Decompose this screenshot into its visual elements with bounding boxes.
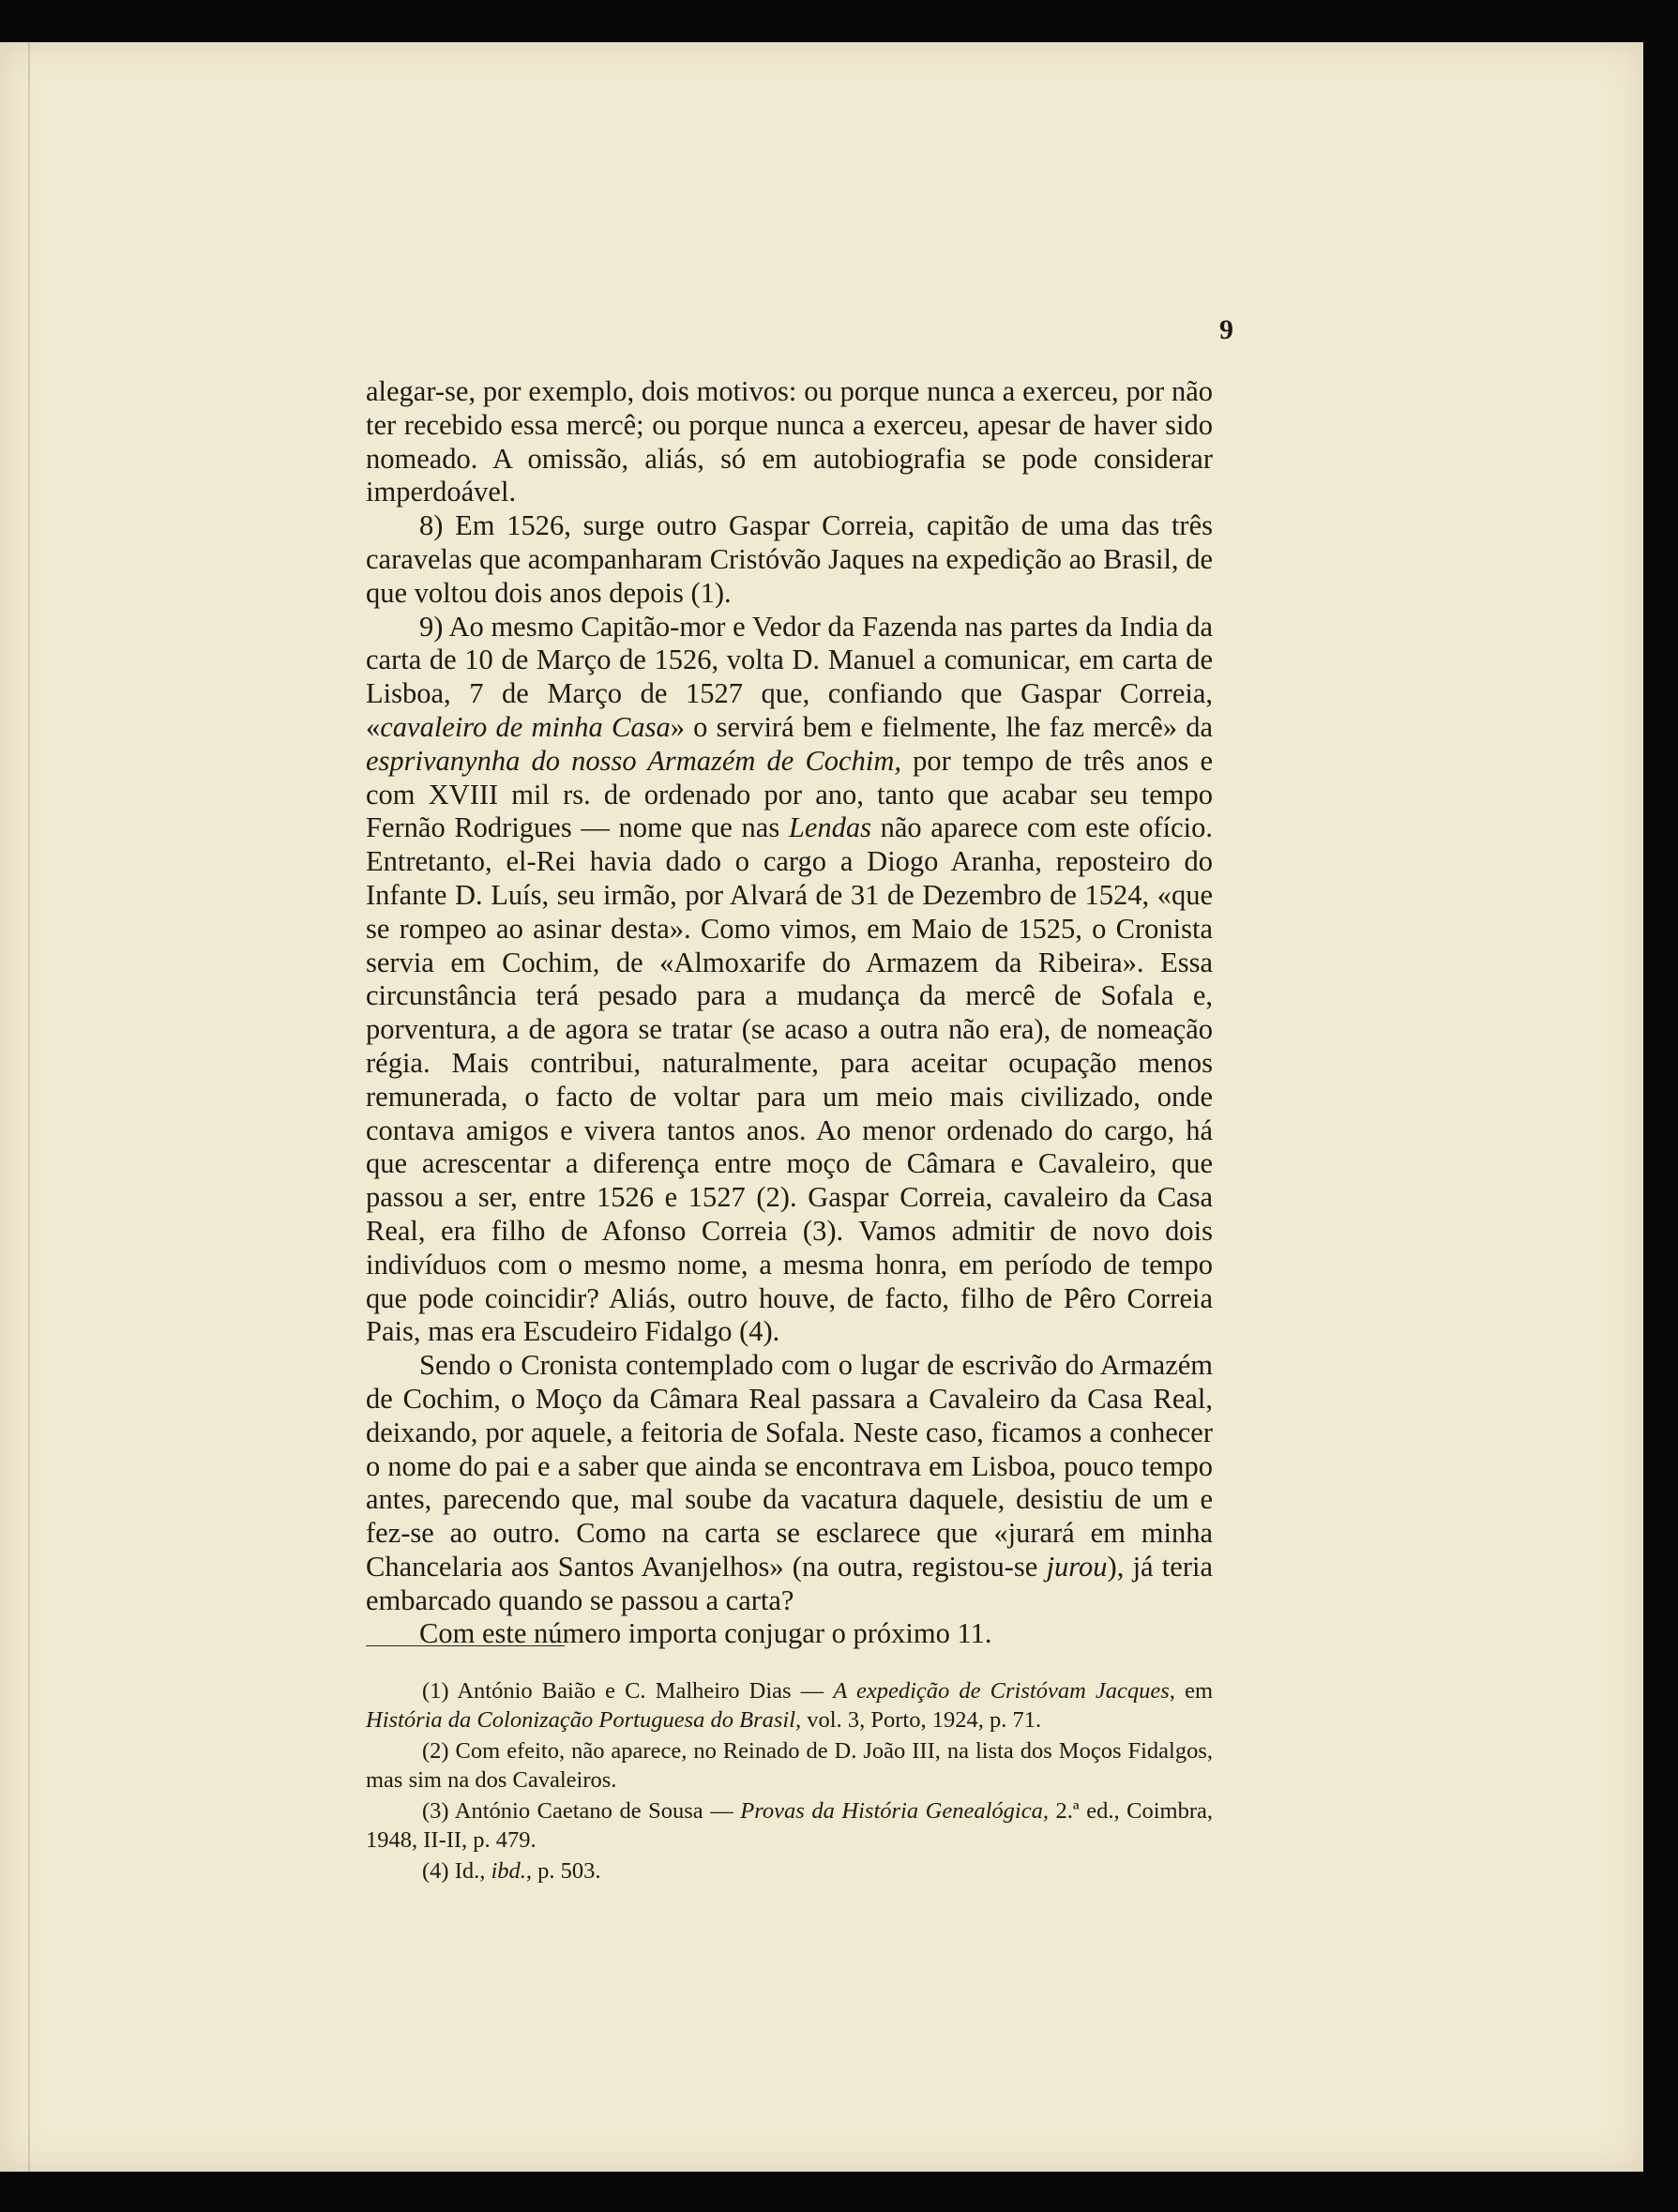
- text-run: ), já teria embarcado quando se passou a carta?: [366, 1550, 1213, 1616]
- paragraph: [366, 509, 1213, 610]
- binding-edge: [28, 42, 30, 2172]
- italic-text: cavaleiro de minha Casa: [380, 710, 671, 743]
- text-run: (3) António Caetano de Sousa —: [422, 1798, 741, 1824]
- text-run: alegar-se, por exemplo, dois motivos: ou porque nunca a exerceu, por não ter recebido essa mercê; ou porque nunca a exerceu, apesar de haver sido nomeado. A omissão, aliás, só em autobiografia se pode considerar imperdoável.: [366, 375, 1213, 508]
- text-run: em: [1174, 1678, 1214, 1704]
- footnote: [366, 1857, 1213, 1886]
- page-number: 9: [1219, 314, 1233, 345]
- footnote: [366, 1797, 1213, 1855]
- text-run: não aparece com este ofício. Entretanto, el-Rei havia dado o cargo a Diogo Aranha, reposteiro do Infante D. Luís, seu irmão, por Alvará de 31 de Dezembro de 1524, «que se rompeo ao asinar desta». Como vimos, em Maio de 1525, o Cronista servia em Cochim, de «Almoxarife do Armazem da Ribeira». Essa circunstância terá pesado para a mudança da mercê de Sofala e, porventura, a de agora se tratar (se acaso a outra não era), de nomeação régia. Mais contribui, naturalmente, para aceitar ocupação menos remunerada, o facto de voltar para um meio mais civilizado, onde contava amigos e vivera tantos anos. Ao menor ordenado do cargo, há que acrescentar a diferença entre moço de Câmara e Cavaleiro, que passou a ser, entre 1526 e 1527 (2). Gaspar Correia, cavaleiro da Casa Real, era filho de Afonso Correia (3). Vamos admitir de novo dois indivíduos com o mesmo nome, a mesma honra, em período de tempo que pode coincidir? Aliás, outro houve, de facto, filho de Pêro Correia Pais, mas era Escudeiro Fidalgo (4).: [366, 811, 1214, 1348]
- text-run: por tempo de três anos e com XVIII mil rs. de ordenado por ano, tanto que acabar seu tempo Fernão Rodrigues — nome que nas: [366, 744, 1213, 844]
- italic-text: Provas da História Genealógica,: [740, 1798, 1049, 1824]
- footnote-separator: [366, 1645, 565, 1646]
- text-run: 9) Ao mesmo Capitão-mor e Vedor da Fazenda nas partes da India da carta de 10 de Março de 1526, volta D. Manuel a comunicar, em carta de Lisboa, 7 de Março de 1527 que, confiando que Gaspar Correia, «: [366, 610, 1213, 743]
- paragraph: [366, 1349, 1213, 1617]
- text-run: » o servirá bem e fielmente, lhe faz mercê» da: [670, 710, 1213, 743]
- text-run: p. 503.: [532, 1858, 601, 1884]
- text-run: (1) António Baião e C. Malheiro Dias —: [422, 1678, 834, 1704]
- italic-text: ibd.,: [491, 1858, 533, 1884]
- italic-text: esprivanynha do nosso Armazém de Cochim,: [366, 744, 901, 777]
- paragraph: [366, 375, 1213, 509]
- footnotes: [366, 1677, 1213, 1889]
- body-text: [366, 375, 1213, 1651]
- text-run: 8) Em 1526, surge outro Gaspar Correia, capitão de uma das três caravelas que acompanharam Cristóvão Jaques na expedição ao Brasil, de que voltou dois anos depois (1).: [366, 509, 1213, 609]
- italic-text: A expedição de Cristóvam Jacques,: [833, 1678, 1175, 1704]
- text-run: vol. 3, Porto, 1924, p. 71.: [801, 1706, 1042, 1733]
- footnote: [366, 1677, 1213, 1735]
- book-page: [0, 42, 1643, 2172]
- text-run: Com este número importa conjugar o próximo 11.: [419, 1617, 992, 1650]
- text-run: Sendo o Cronista contemplado com o lugar de escrivão do Armazém de Cochim, o Moço da Câmara Real passara a Cavaleiro da Casa Real, deixando, por aquele, a feitoria de Sofala. Neste caso, ficamos a conhecer o nome do pai e a saber que ainda se encontrava em Lisboa, pouco tempo antes, parecendo que, mal soube da vacatura daquele, desistiu de um e fez-se ao outro. Como na carta se esclarece que «jurará em minha Chancelaria aos Santos Avanjelhos» (na outra, registou-se: [366, 1349, 1213, 1583]
- text-run: 2.ª ed., Coimbra, 1948, II-II, p. 479.: [366, 1798, 1213, 1853]
- text-run: (4) Id.,: [422, 1858, 491, 1884]
- text-run: (2) Com efeito, não aparece, no Reinado de D. João III, na lista dos Moços Fidalgos, mas sim na dos Cavaleiros.: [366, 1738, 1213, 1793]
- paragraph: [366, 611, 1213, 1350]
- footnote: [366, 1737, 1213, 1795]
- italic-text: jurou: [1046, 1550, 1108, 1583]
- italic-text: História da Colonização Portuguesa do Brasil,: [366, 1706, 802, 1733]
- italic-text: Lendas: [788, 811, 871, 844]
